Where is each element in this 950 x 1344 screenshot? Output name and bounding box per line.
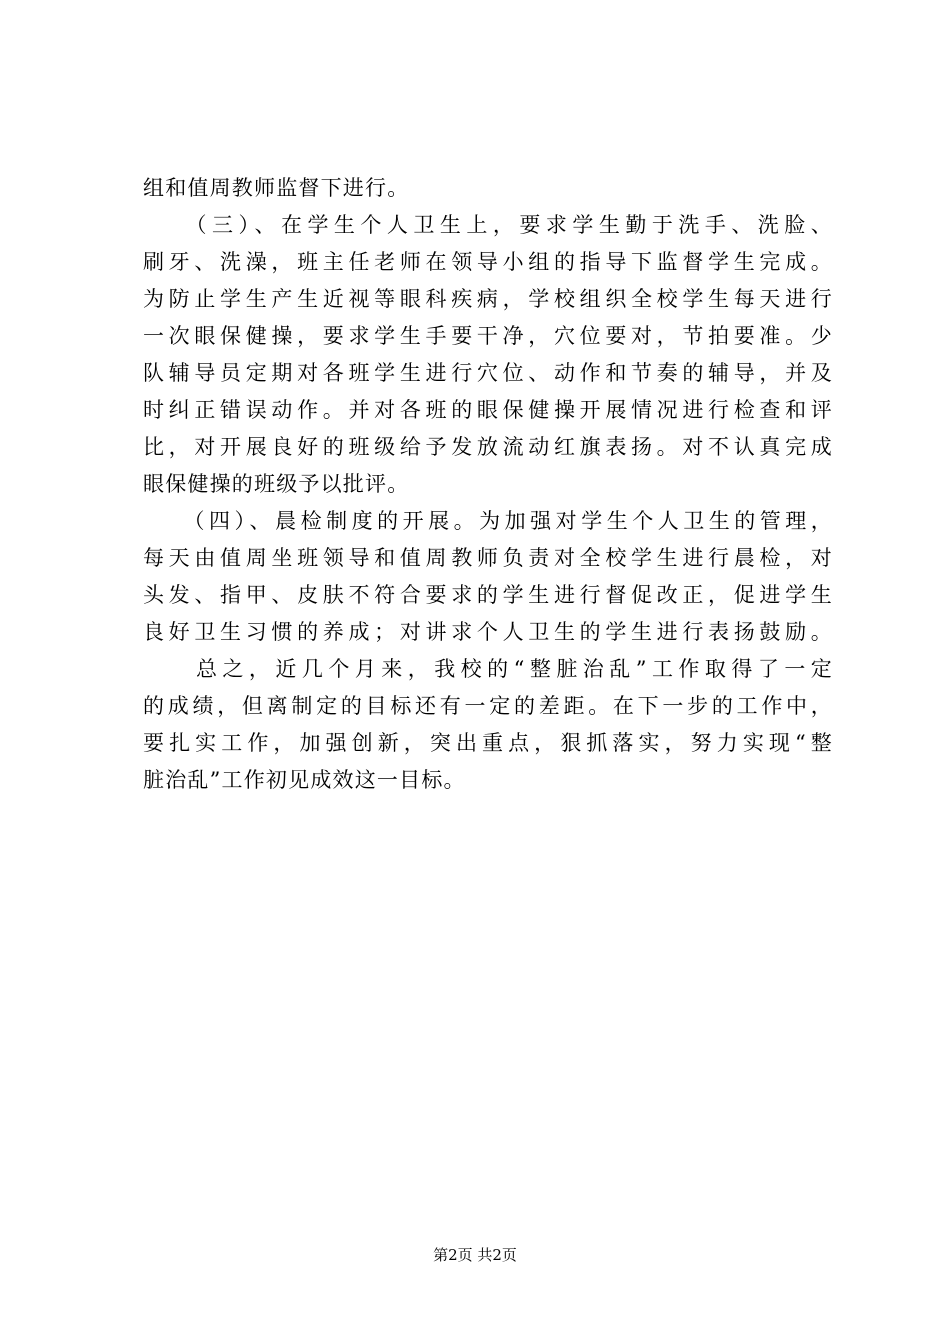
text-line: （三）、在学生个人卫生上，要求学生勤于洗手、洗脸、	[143, 213, 833, 237]
text-line: 每天由值周坐班领导和值周教师负责对全校学生进行晨检，对	[143, 546, 833, 570]
text-line: 头发、指甲、皮肤不符合要求的学生进行督促改正，促进学生	[143, 583, 833, 607]
text-line: 时纠正错误动作。并对各班的眼保健操开展情况进行检查和评	[143, 398, 833, 422]
text-line: 为防止学生产生近视等眼科疾病，学校组织全校学生每天进行	[143, 287, 833, 311]
text-line: 脏治乱”工作初见成效这一目标。	[143, 768, 466, 792]
text-line: 良好卫生习惯的养成；对讲求个人卫生的学生进行表扬鼓励。	[143, 620, 833, 644]
text-line: 要扎实工作，加强创新，突出重点，狠抓落实，努力实现“整	[143, 731, 833, 755]
text-line: （四）、晨检制度的开展。为加强对学生个人卫生的管理，	[143, 509, 833, 533]
text-line: 刷牙、洗澡，班主任老师在领导小组的指导下监督学生完成。	[143, 250, 833, 274]
text-line: 队辅导员定期对各班学生进行穴位、动作和节奏的辅导，并及	[143, 361, 833, 385]
page-footer: 第2页 共2页	[433, 1246, 517, 1264]
body-text	[143, 170, 833, 799]
text-line: 组和值周教师监督下进行。	[143, 176, 410, 200]
text-line: 比，对开展良好的班级给予发放流动红旗表扬。对不认真完成	[143, 435, 833, 459]
text-line: 一次眼保健操，要求学生手要干净，穴位要对，节拍要准。少	[143, 324, 833, 348]
text-line: 眼保健操的班级予以批评。	[143, 472, 410, 496]
text-line: 总之，近几个月来，我校的“整脏治乱”工作取得了一定	[143, 657, 833, 681]
text-line: 的成绩，但离制定的目标还有一定的差距。在下一步的工作中，	[143, 694, 833, 718]
